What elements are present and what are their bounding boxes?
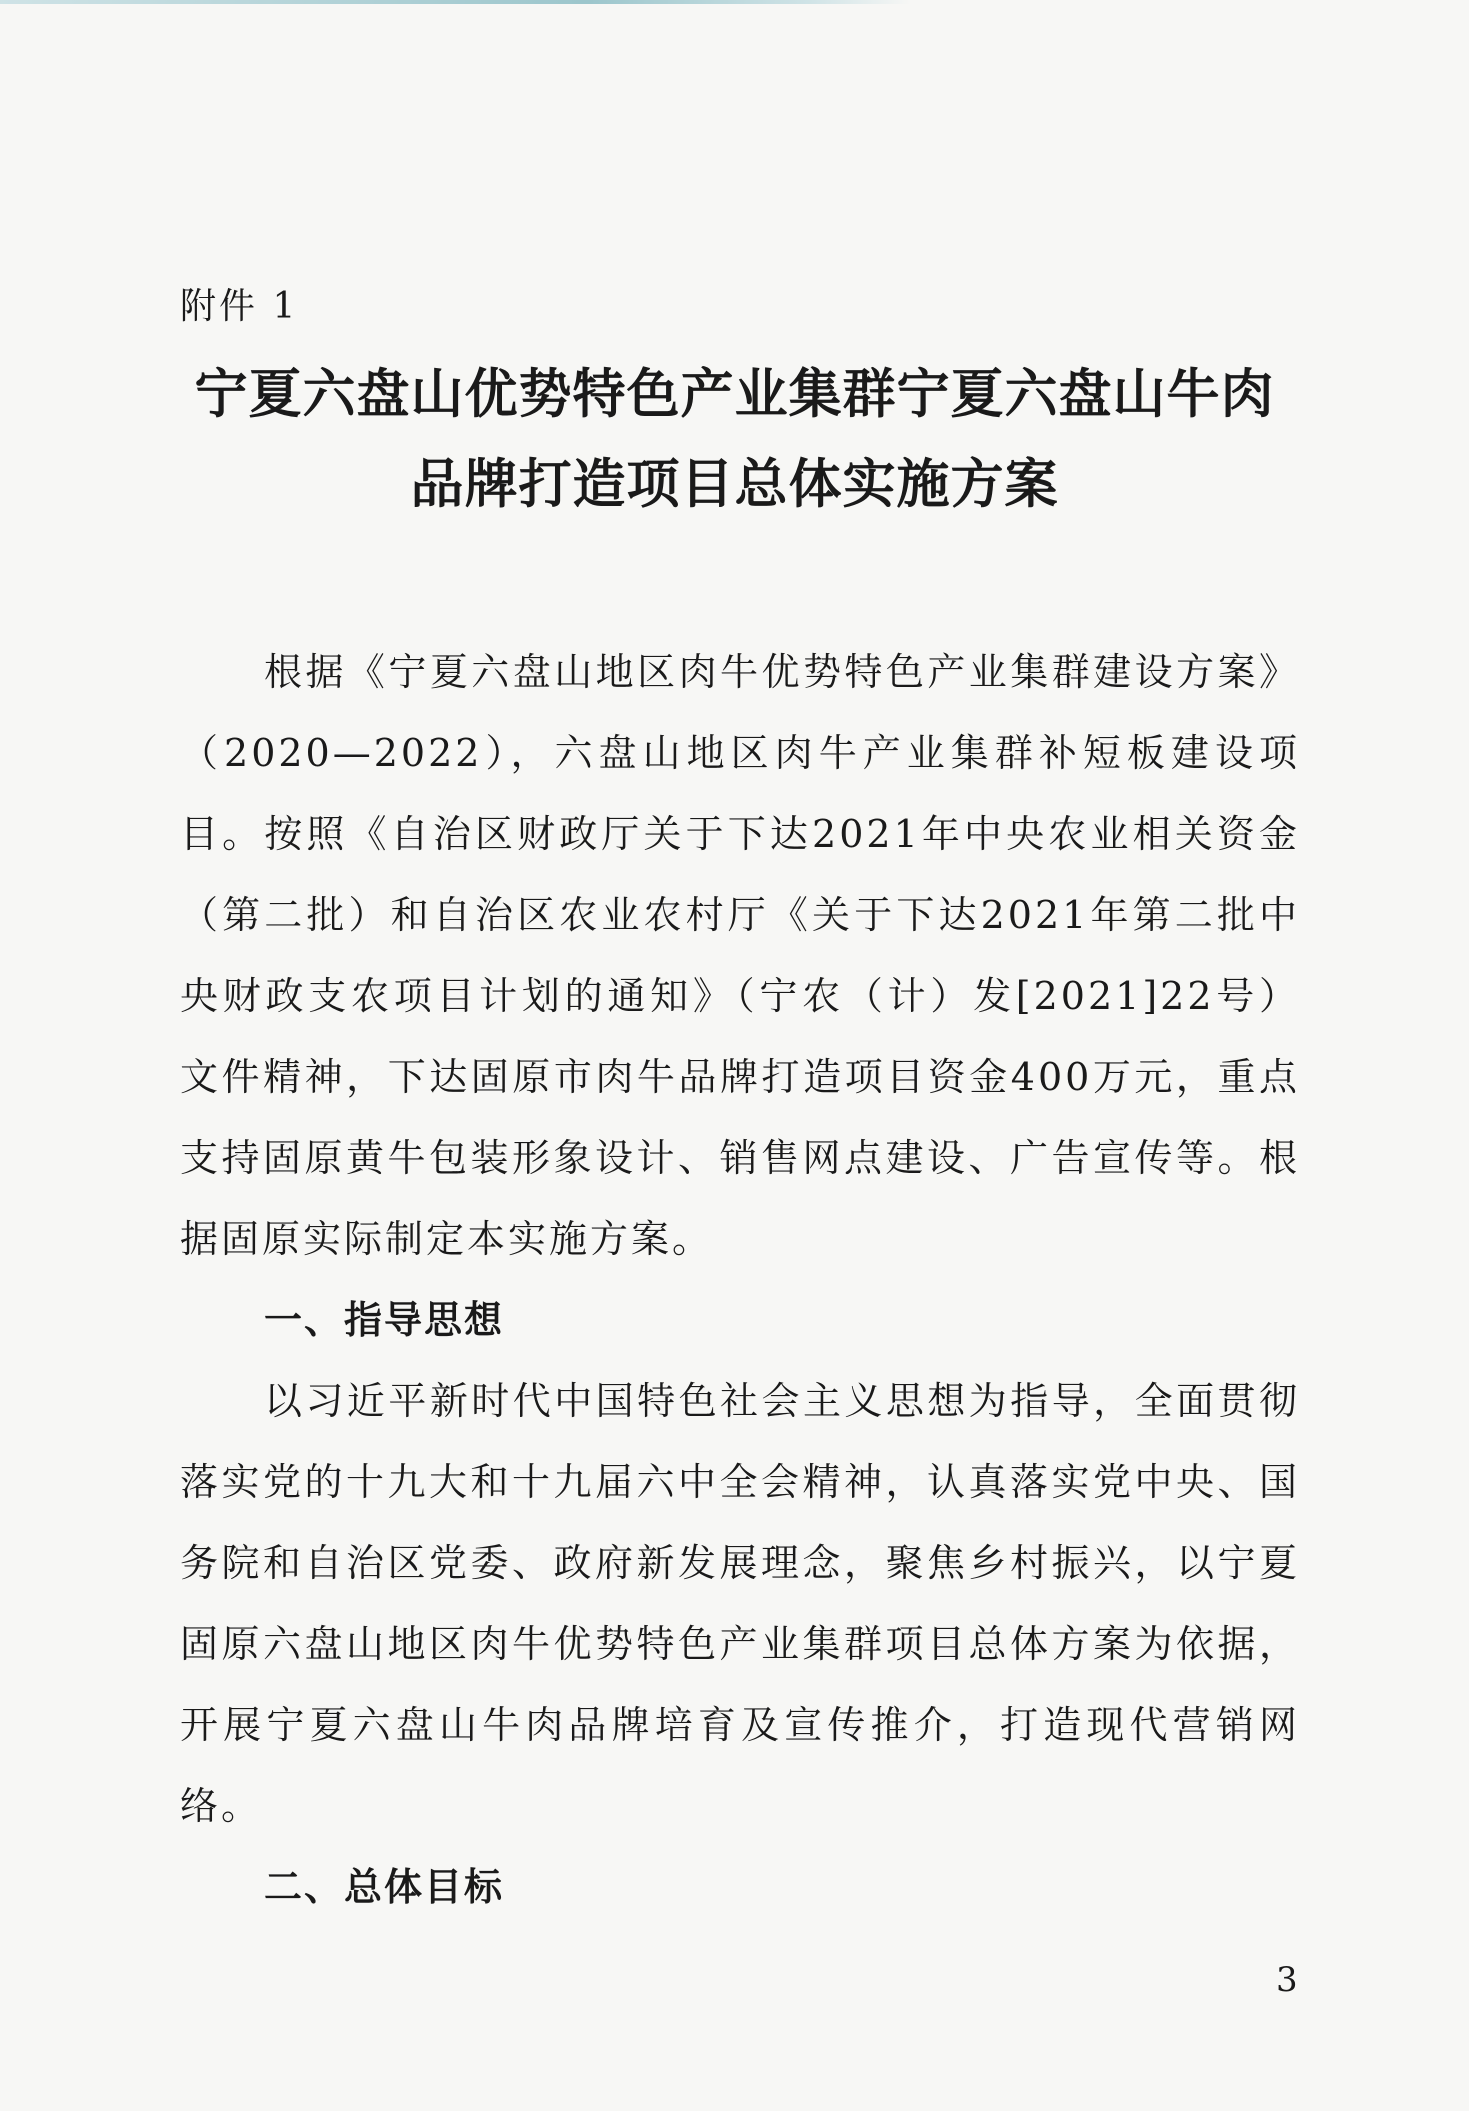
section-heading-guiding: 一、指导思想 <box>264 1298 505 1342</box>
document-title <box>160 350 1309 530</box>
document-body <box>180 632 1300 1928</box>
guiding-paragraph: 以习近平新时代中国特色社会主义思想为指导，全面贯彻落实党的十九大和十九届六中全会精神，认真落实党中央、国务院和自治区党委、政府新发展理念，聚焦乡村振兴，以宁夏固原六盘山地区肉牛优势特色产业集群项目总体方案为依据，开展宁夏六盘山牛肉品牌培育及宣传推介，打造现代营销网络。 <box>180 1379 1300 1828</box>
section-heading-goals: 二、总体目标 <box>264 1865 505 1909</box>
intro-paragraph: 根据《宁夏六盘山地区肉牛优势特色产业集群建设方案》（2020—2022），六盘山地区肉牛产业集群补短板建设项目。按照《自治区财政厅关于下达2021年中央农业相关资金（第二批）和自治区农业农村厅《关于下达2021年第二批中央财政支农项目计划的通知》（宁农（计）发[2021]22号）文件精神，下达固原市肉牛品牌打造项目资金400万元，重点支持固原黄牛包装形象设计、销售网点建设、广告宣传等。根据固原实际制定本实施方案。 <box>180 650 1300 1261</box>
scan-top-edge <box>0 0 1469 4</box>
document-title-line-1: 宁夏六盘山优势特色产业集群宁夏六盘山牛肉 <box>194 364 1275 425</box>
page-number: 3 <box>1276 1960 1298 2000</box>
document-title-line-2: 品牌打造项目总体实施方案 <box>410 454 1059 515</box>
attachment-label: 附件 1 <box>180 286 299 327</box>
